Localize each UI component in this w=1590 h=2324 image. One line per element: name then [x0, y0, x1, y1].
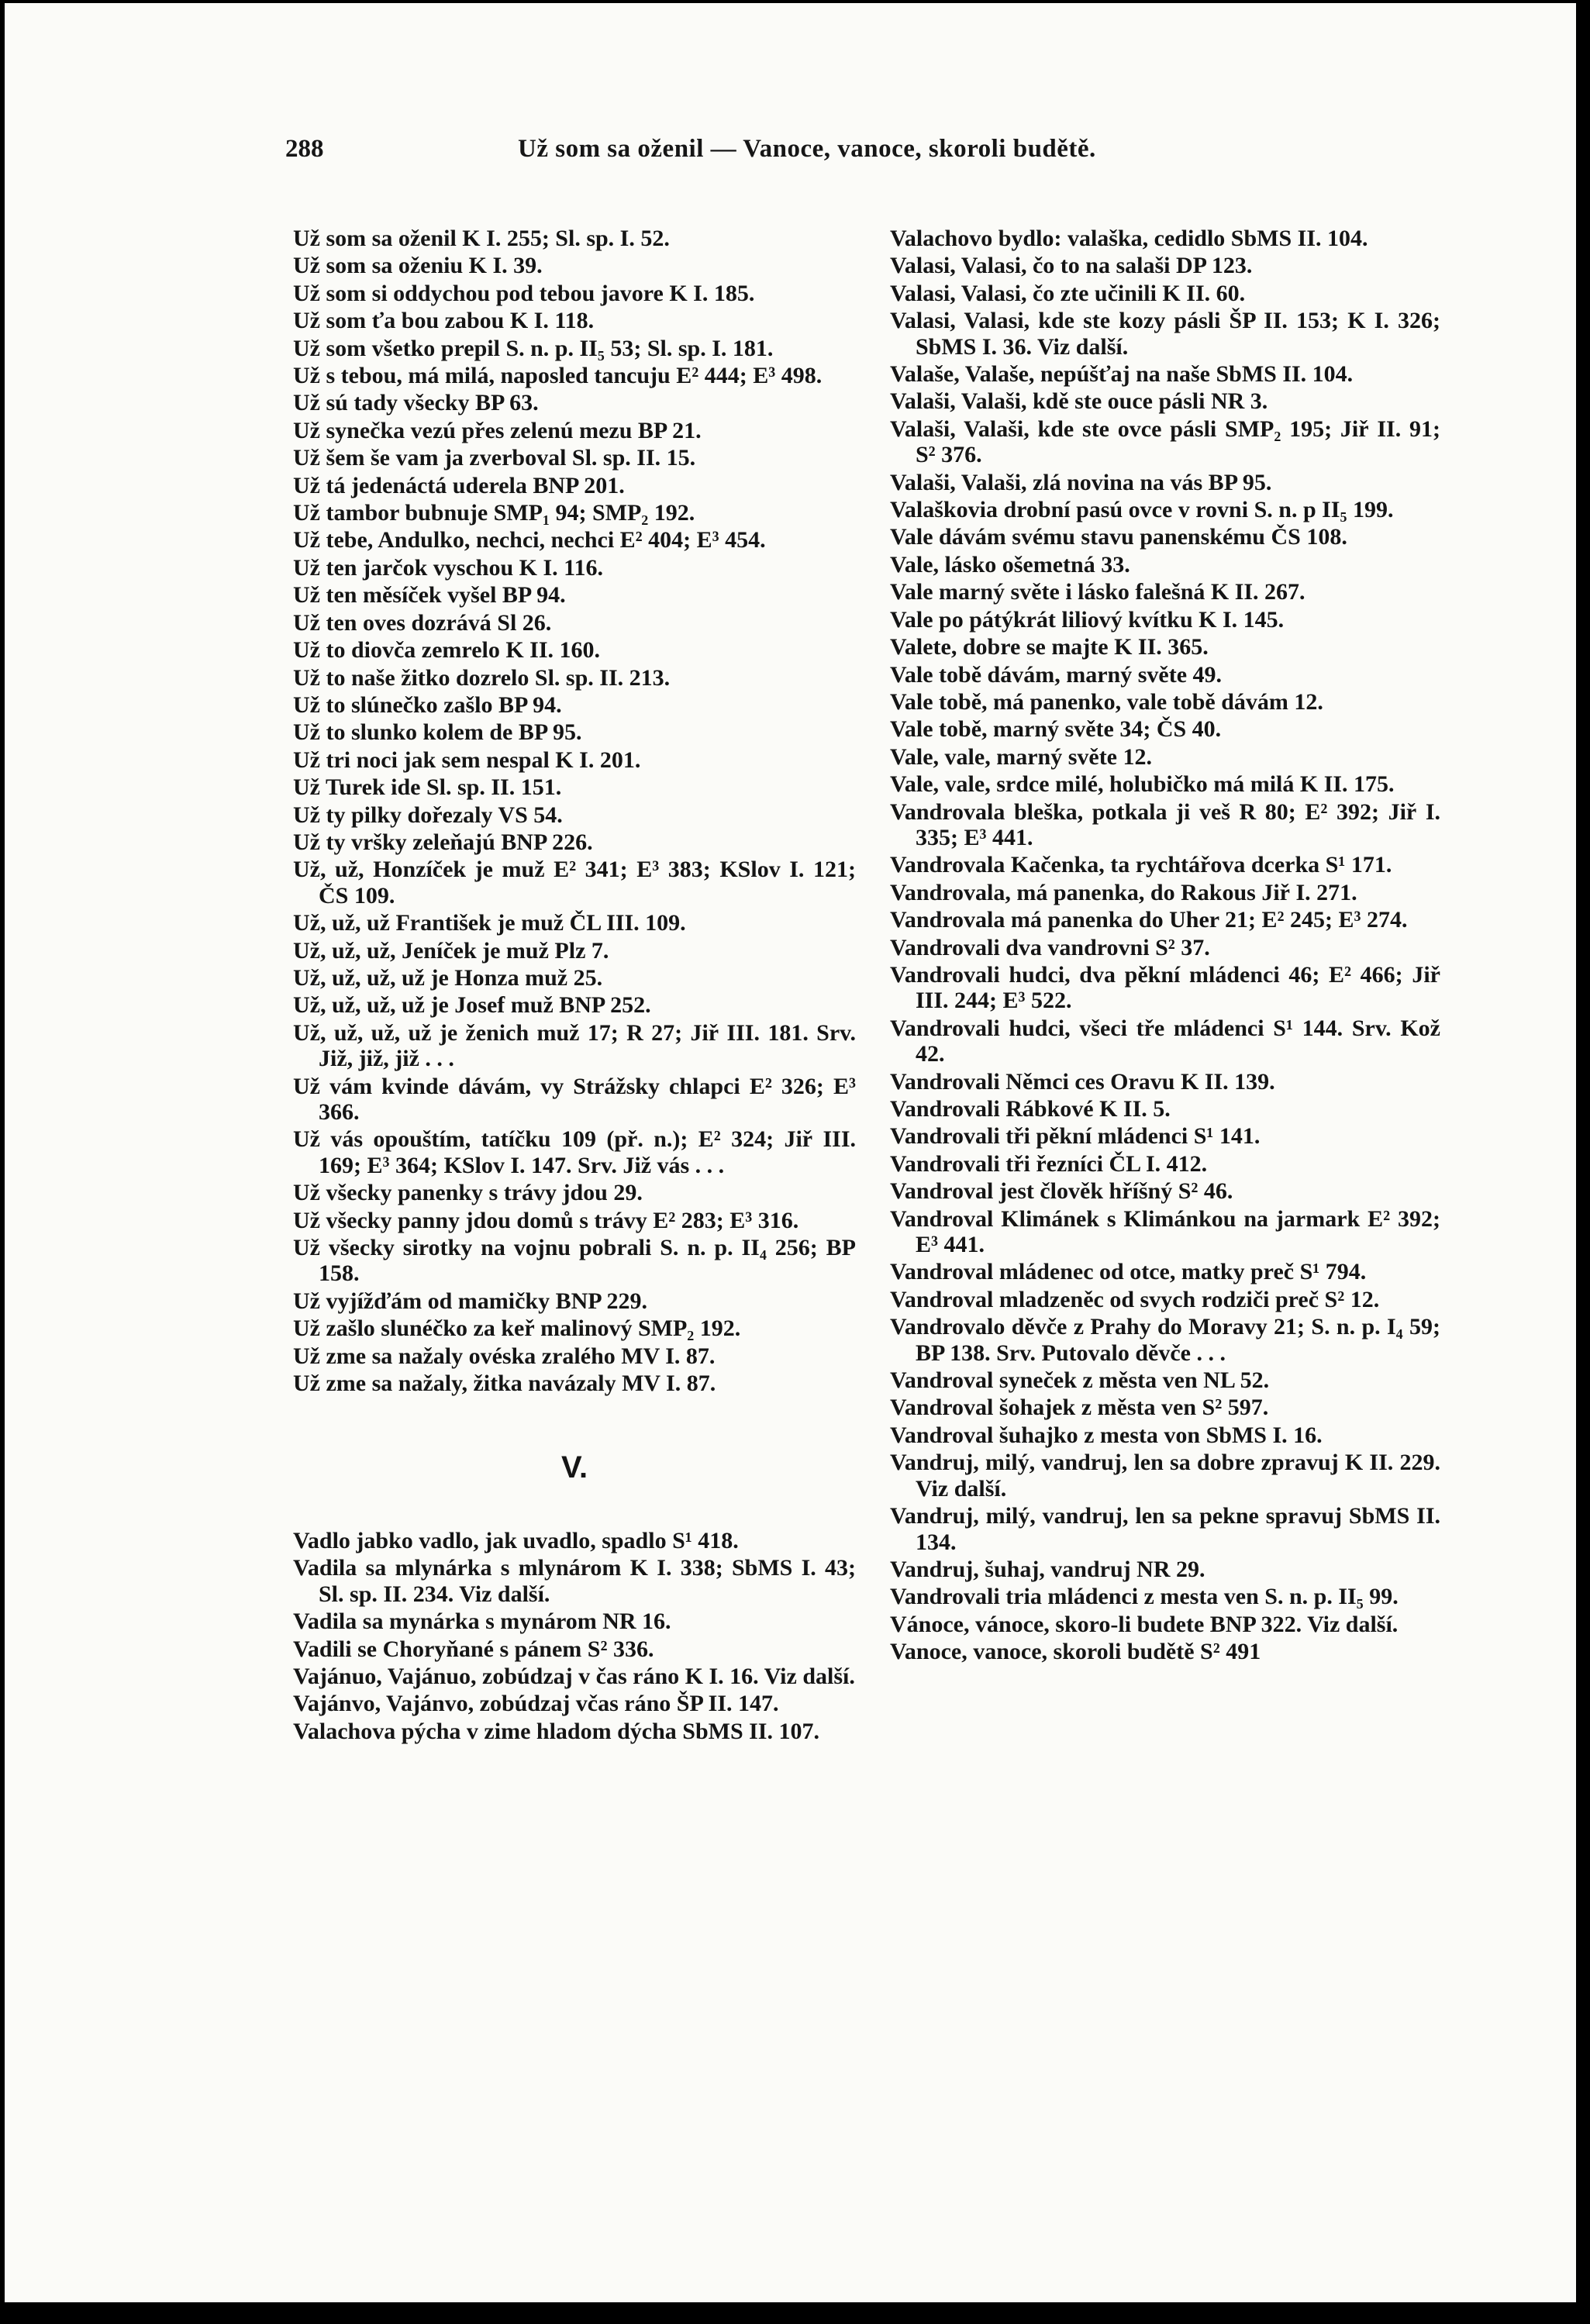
index-entry: Valasi, Valasi, čo zte učinili K II. 60.	[890, 280, 1246, 306]
index-entry: Vandrovali hudci, dva pěkní mládenci 46; E² 466; Jiř III. 244; E³ 522.	[890, 961, 1440, 1014]
index-entry: Už to naše žitko dozrelo Sl. sp. II. 213.	[293, 664, 671, 691]
index-entry: Vale tobě, má panenko, vale tobě dávám 12.	[890, 688, 1323, 715]
index-entry: Už vyjížďám od mamičky BNP 229.	[293, 1288, 647, 1314]
index-entry: Valaškovia drobní pasú ovce v rovni S. n. p II₅ 199.	[890, 497, 1394, 523]
index-entry: Vandrovali tria mládenci z mesta ven S. n. p. II₅ 99.	[890, 1584, 1399, 1610]
index-entry: Už tebe, Andulko, nechci, nechci E² 404; E³ 454.	[293, 527, 766, 553]
index-entry: Vanoce, vanoce, skoroli budětě S² 491	[890, 1639, 1261, 1665]
index-entry: Vadila sa mynárka s mynárom NR 16.	[293, 1609, 671, 1635]
index-entry: Valaši, Valaši, kde ste ovce pásli SMP₂ 195; Jiř II. 91; S² 376.	[890, 415, 1440, 468]
index-entry: Už som sa oženiu K I. 39.	[293, 253, 543, 279]
index-entry: Už sú tady všecky BP 63.	[293, 390, 539, 416]
index-entry: Vandrovali hudci, všeci tře mládenci S¹ 144. Srv. Kož 42.	[890, 1015, 1440, 1067]
page-number: 288	[285, 135, 324, 163]
index-entry: Už tambor bubnuje SMP₁ 94; SMP₂ 192.	[293, 500, 695, 526]
index-entry: Vale po pátýkrát liliový kvítku K I. 145.	[890, 606, 1285, 633]
index-entry: Vandrovali tři pěkní mládenci S¹ 141.	[890, 1123, 1261, 1150]
index-entry: Už ty pilky dořezaly VS 54.	[293, 802, 563, 828]
index-entry: Už vám kvinde dávám, vy Strážsky chlapci E² 326; E³ 366.	[293, 1073, 856, 1125]
index-entry: Valachovo bydlo: valaška, cedidlo SbMS II. 104.	[890, 226, 1368, 251]
index-entry: Už, už, už František je muž ČL III. 109.	[293, 910, 686, 936]
index-entry: Valachova pýcha v zime hladom dýcha SbMS II. 107.	[293, 1718, 819, 1744]
index-entry: Valete, dobre se majte K II. 365.	[890, 634, 1209, 660]
index-entry: Vadili se Choryňané s pánem S² 336.	[293, 1636, 654, 1662]
index-entry: Už zašlo slunéčko za keř malinový SMP₂ 192.	[293, 1315, 741, 1342]
index-entry: Valasi, Valasi, kde ste kozy pásli ŠP II. 153; K I. 326; SbMS I. 36. Viz další.	[890, 308, 1440, 360]
index-entry: Už, už, už, Jeníček je muž Plz 7.	[293, 937, 609, 964]
index-entry: Už, už, už, už je ženich muž 17; R 27; Jiř III. 181. Srv. Již, již, již . . .	[293, 1019, 856, 1072]
index-entry: Vale, vale, srdce milé, holubičko má milá K II. 175.	[890, 771, 1395, 798]
index-entry: Už ten měsíček vyšel BP 94.	[293, 582, 566, 609]
index-entry: Už zme sa nažaly ovéska zralého MV I. 87.	[293, 1343, 716, 1369]
index-entry: Vajánuo, Vajánuo, zobúdzaj v čas ráno K I. 16. Viz další.	[293, 1663, 855, 1689]
index-entry: Vale, vale, marný světe 12.	[890, 743, 1152, 770]
entries-u-list	[293, 226, 856, 1396]
index-entry: Už, už, už, už je Honza muž 25.	[293, 964, 603, 991]
index-entry: Vale tobě, marný světe 34; ČS 40.	[890, 716, 1222, 743]
index-entry: Vale marný světe i lásko falešná K II. 267.	[890, 579, 1305, 605]
index-entry: Už som sa oženil K I. 255; Sl. sp. I. 52.	[293, 226, 670, 251]
index-entry: Už zme sa nažaly, žitka navázaly MV I. 87.	[293, 1371, 716, 1397]
index-entry: Valasi, Valasi, čo to na salaši DP 123.	[890, 253, 1253, 279]
index-entry: Už šem še vam ja zverboval Sl. sp. II. 15.	[293, 445, 696, 471]
index-entry: Už Turek ide Sl. sp. II. 151.	[293, 774, 562, 801]
index-entry: Vandrovali Němci ces Oravu K II. 139.	[890, 1068, 1275, 1095]
index-entry: Už som si oddychou pod tebou javore K I. 185.	[293, 280, 755, 306]
page-header	[285, 135, 1332, 181]
index-entry: Vadila sa mlynárka s mlynárom K I. 338; SbMS I. 43; Sl. sp. II. 234. Viz další.	[293, 1555, 856, 1607]
index-entry: Vandrovali Rábkové K II. 5.	[890, 1096, 1171, 1122]
index-entry: Už, už, už, už je Josef muž BNP 252.	[293, 992, 651, 1019]
index-entry: Už všecky panenky s trávy jdou 29.	[293, 1180, 643, 1206]
index-entry: Vale dávám svému stavu panenskému ČS 108.	[890, 524, 1347, 550]
index-entry: Už to slúnečko zašlo BP 94.	[293, 691, 562, 718]
index-entry: Vandruj, milý, vandruj, len sa pekne spravuj SbMS II. 134.	[890, 1503, 1440, 1555]
index-entry: Už vás opouštím, tatíčku 109 (př. n.); E² 324; Jiř III. 169; E³ 364; KSlov I. 147. Srv. Již vás . . .	[293, 1126, 856, 1178]
index-entry: Vale, lásko ošemetná 33.	[890, 551, 1130, 578]
index-entry: Vandrovala, má panenka, do Rakous Jiř I. 271.	[890, 879, 1357, 905]
index-entry: Už všecky sirotky na vojnu pobrali S. n. p. II₄ 256; BP 158.	[293, 1235, 856, 1287]
index-entry: Vandroval jest člověk hříšný S² 46.	[890, 1178, 1233, 1205]
index-entry: Vandruj, milý, vandruj, len sa dobre zpravuj K II. 229. Viz další.	[890, 1450, 1440, 1502]
index-entry: Už s tebou, má milá, naposled tancuju E² 444; E³ 498.	[293, 363, 823, 389]
index-entry: Vandrovala bleška, potkala ji veš R 80; E² 392; Jiř I. 335; E³ 441.	[890, 798, 1440, 850]
index-entry: Vandrovali dva vandrovni S² 37.	[890, 934, 1210, 960]
index-entry: Už som všetko prepil S. n. p. II₅ 53; Sl. sp. I. 181.	[293, 335, 774, 361]
index-entry: Už som ťa bou zabou K I. 118.	[293, 308, 595, 334]
entries-v-continued-list	[890, 226, 1440, 1665]
running-title: Už som sa oženil — Vanoce, vanoce, skoroli budětě.	[518, 135, 1096, 163]
index-entry: Vadlo jabko vadlo, jak uvadlo, spadlo S¹ 418.	[293, 1527, 739, 1553]
index-entry: Vandroval syneček z města ven NL 52.	[890, 1367, 1270, 1394]
index-entry: Už tá jedenáctá uderela BNP 201.	[293, 472, 625, 498]
index-entry: Už to slunko kolem de BP 95.	[293, 719, 582, 746]
section-heading-v: V.	[560, 1450, 588, 1485]
index-entry: Už ten oves dozrává Sl 26.	[293, 609, 552, 636]
index-entry: Vandroval mládenec od otce, matky preč S¹ 794.	[890, 1259, 1367, 1285]
book-page	[5, 3, 1576, 2302]
index-entry: Už to diovča zemrelo K II. 160.	[293, 637, 601, 664]
index-entry: Vale tobě dávám, marný světe 49.	[890, 661, 1223, 688]
index-entry: Vandroval Klimánek s Klimánkou na jarmark E² 392; E³ 441.	[890, 1205, 1440, 1258]
index-entry: Vandruj, šuhaj, vandruj NR 29.	[890, 1556, 1205, 1582]
index-entry: Vandrovala má panenka do Uher 21; E² 245; E³ 274.	[890, 907, 1408, 933]
index-entry: Vandrovali tři řezníci ČL I. 412.	[890, 1150, 1208, 1177]
index-entry: Valaše, Valaše, nepúšťaj na naše SbMS II. 104.	[890, 361, 1354, 388]
index-entry: Vandroval šohajek z města ven S² 597.	[890, 1395, 1269, 1421]
index-entry: Už tri noci jak sem nespal K I. 201.	[293, 747, 641, 773]
left-column	[293, 226, 856, 1746]
right-column	[890, 226, 1440, 1667]
entries-v-list	[293, 1528, 856, 1744]
index-entry: Vandrovalo děvče z Prahy do Moravy 21; S. n. p. I₄ 59; BP 138. Srv. Putovalo děvče . . .	[890, 1314, 1440, 1366]
index-entry: Vánoce, vánoce, skoro-li budete BNP 322. Viz další.	[890, 1611, 1399, 1637]
index-entry: Valaši, Valaši, zlá novina na vás BP 95.	[890, 469, 1272, 495]
index-entry: Vandroval šuhajko z mesta von SbMS I. 16.	[890, 1422, 1323, 1448]
index-entry: Vandroval mladzeněc od svych rodziči preč S² 12.	[890, 1286, 1380, 1312]
index-entry: Už, už, Honzíček je muž E² 341; E³ 383; KSlov I. 121; ČS 109.	[293, 857, 856, 909]
index-entry: Vandrovala Kačenka, ta rychtářova dcerka S¹ 171.	[890, 852, 1392, 878]
index-entry: Vajánvo, Vajánvo, zobúdzaj včas ráno ŠP II. 147.	[293, 1691, 779, 1717]
index-entry: Už synečka vezú přes zelenú mezu BP 21.	[293, 417, 702, 443]
index-entry: Už ten jarčok vyschou K I. 116.	[293, 554, 603, 581]
index-entry: Valaši, Valaši, kdě ste ouce pásli NR 3.	[890, 388, 1268, 415]
index-entry: Už ty vršky zeleňajú BNP 226.	[293, 829, 593, 855]
index-entry: Už všecky panny jdou domů s trávy E² 283; E³ 316.	[293, 1207, 799, 1233]
